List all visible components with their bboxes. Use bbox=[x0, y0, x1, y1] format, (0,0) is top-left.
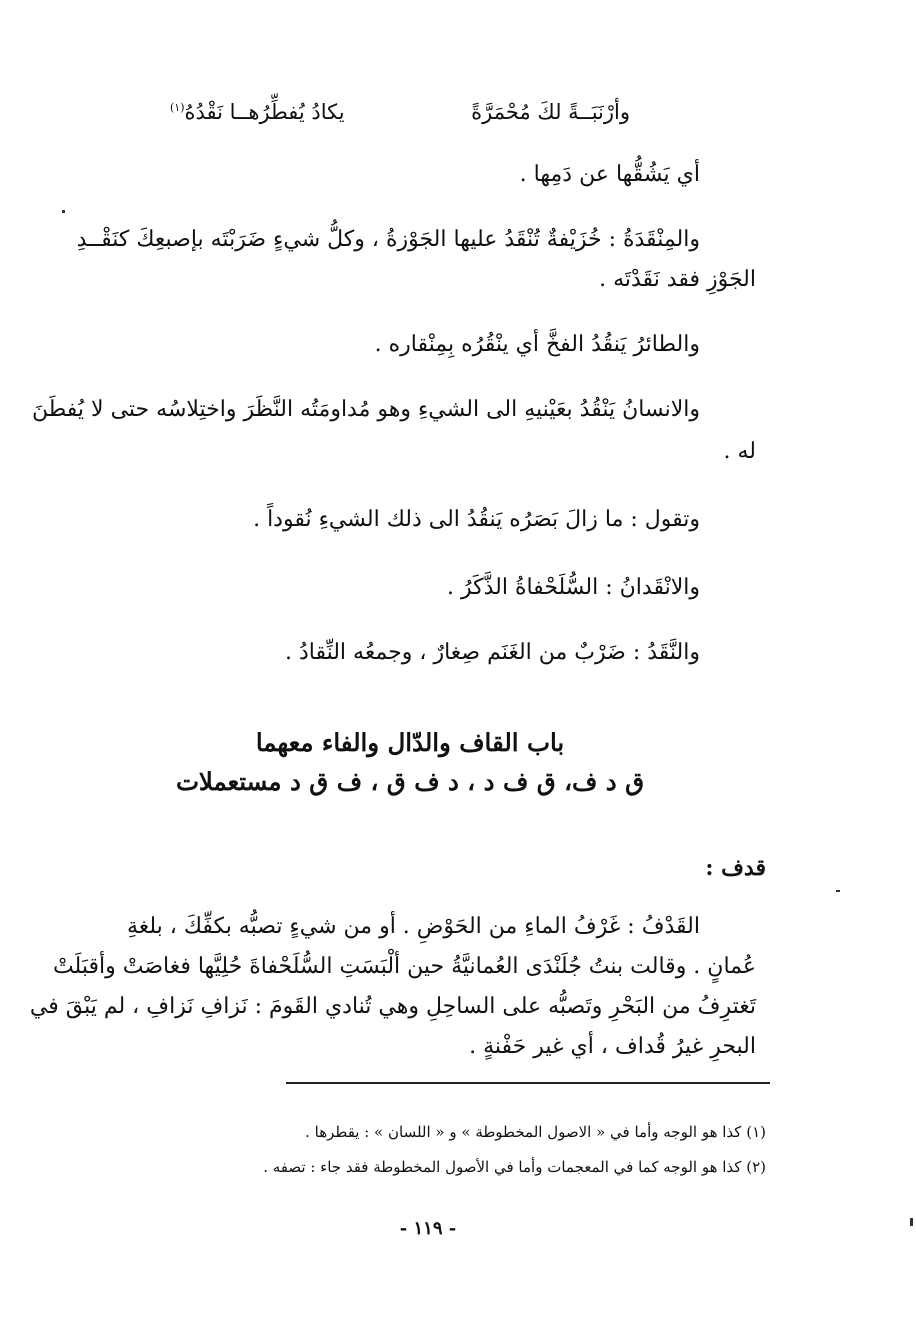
body-line: الجَوْزِ فقد نَقَدْتَه . bbox=[599, 267, 756, 292]
footnote: (١) كذا هو الوجه وأما في « الاصول المخطوطة » و « اللسان » : يقطرها . bbox=[305, 1123, 766, 1141]
poem-second-hemistich-group bbox=[170, 100, 345, 124]
body-line: أي يَشُقُّها عن دَمِها . bbox=[519, 162, 700, 187]
page-number: - ١١٩ - bbox=[399, 1218, 457, 1239]
entry-line: تَغترِفُ من البَحْرِ وتَصبُّه على الساحِلِ وهي تُنادي القَومَ : نَزافِ نَزافِ ، لم يَبْقَ في bbox=[29, 994, 756, 1019]
scan-speck bbox=[836, 890, 840, 892]
entry-line: عُمانٍ . وقالت بنتُ جُلَنْدَى العُمانيَّةُ حين ألْبَسَتِ السُّلَحْفاةَ حُلِيَّها فغاصَتْ وأقبَلَتْ bbox=[52, 954, 756, 979]
poem-first-hemistich: وأرْنَبَــةً لكَ مُحْمَرَّةً bbox=[471, 100, 630, 124]
chapter-subtitle: ق د ف، ق ف د ، د ف ق ، ف ق د مستعملات bbox=[175, 767, 645, 796]
body-line: والنَّقَدُ : ضَرْبٌ من الغَنَم صِغارٌ ، وجمعُه النِّقادُ . bbox=[284, 640, 700, 665]
footnote: (٢) كذا هو الوجه كما في المعجمات وأما في الأصول المخطوطة فقد جاء : تصفه . bbox=[263, 1158, 766, 1176]
body-line: والمِنْقَدَةُ : خُزَيْفةٌ تُنْقَدُ عليها الجَوْزةُ ، وكلُّ شيءٍ ضَرَبْتَه بإصبعِكَ كنَقْــدِ bbox=[76, 227, 700, 252]
body-line: والانسانُ يَنْقُدُ بعَيْنيهِ الى الشيءِ وهو مُداومَتُه النَّظَرَ واختِلاسُه حتى لا يُفطَنَ bbox=[32, 397, 700, 422]
scan-speck bbox=[910, 1218, 913, 1226]
body-line: له . bbox=[723, 439, 756, 464]
scan-speck bbox=[62, 210, 65, 213]
body-line: والانْقَدانُ : السُّلَحْفاةُ الذَّكَرُ . bbox=[447, 575, 700, 600]
chapter-title: باب القاف والدّال والفاء معهما bbox=[255, 728, 565, 757]
entry-line: القَدْفُ : غَرْفُ الماءِ من الحَوْضِ . أو من شيءٍ تصبُّه بكفِّكَ ، بلغةِ bbox=[126, 914, 700, 939]
body-line: وتقول : ما زالَ بَصَرُه يَنقُدُ الى ذلك الشيءِ نُقوداً . bbox=[253, 507, 700, 532]
footnote-separator bbox=[286, 1082, 770, 1084]
poem-verse bbox=[170, 100, 630, 134]
entry-headword: قدف : bbox=[705, 855, 766, 881]
poem-second-hemistich: يكادُ يُفطِّرُهــا نَقْدُهُ bbox=[184, 100, 345, 124]
entry-line: البحرِ غيرُ قُداف ، أي غير حَفْنةٍ . bbox=[469, 1034, 756, 1059]
footnote-marker: (١) bbox=[170, 101, 185, 114]
body-line: والطائرُ يَنقُدُ الفخَّ أي ينْقُرُه بِمِنْقاره . bbox=[374, 332, 700, 357]
